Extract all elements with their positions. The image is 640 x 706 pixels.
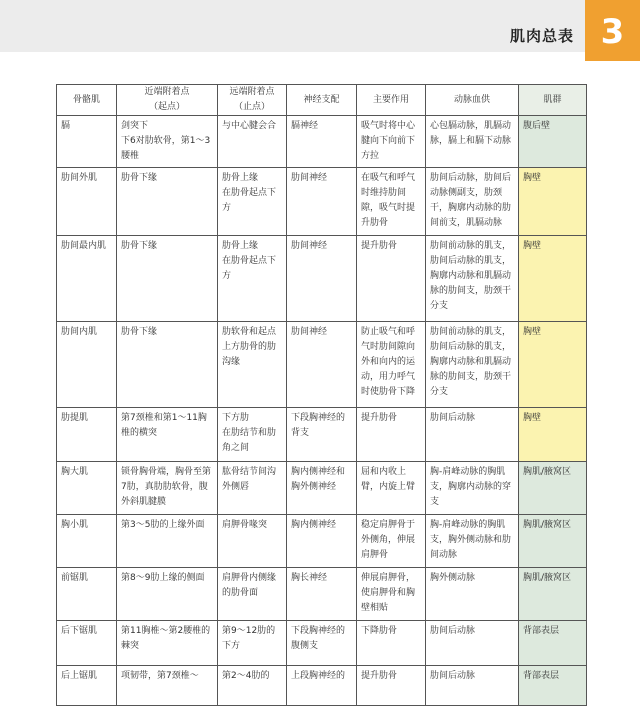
nerve-cell: 胸内侧神经 — [287, 515, 357, 568]
table-row — [57, 568, 587, 621]
action-cell: 在吸气和呼气时维持肋间隙，吸气时提升肋骨 — [357, 168, 426, 236]
muscle-group-cell: 胸肌/腋窝区 — [519, 462, 587, 515]
origin-cell: 肋骨下缘 — [117, 322, 218, 408]
insertion-cell: 下方肋 在肋结节和肋角之间 — [218, 408, 287, 462]
muscle-name-cell: 后下锯肌 — [57, 621, 117, 666]
muscle-group-cell: 胸壁 — [519, 322, 587, 408]
column-header: 主要作用 — [357, 85, 426, 116]
muscle-name-cell: 胸大肌 — [57, 462, 117, 515]
muscle-group-cell: 胸肌/腋窝区 — [519, 515, 587, 568]
muscle-group-cell: 背部表层 — [519, 621, 587, 666]
muscle-group-cell: 胸壁 — [519, 168, 587, 236]
table-row — [57, 116, 587, 168]
action-cell: 提升肋骨 — [357, 236, 426, 322]
artery-cell: 肋间前动脉的肌支，肋间后动脉的肌支，胸廓内动脉和肌膈动脉的肋间支，肋颈干分支 — [426, 322, 519, 408]
muscle-name-cell: 肋间外肌 — [57, 168, 117, 236]
column-header: 近端附着点 （起点） — [117, 85, 218, 116]
insertion-cell: 肩胛骨喙突 — [218, 515, 287, 568]
insertion-cell: 肋骨上缘 在肋骨起点下方 — [218, 168, 287, 236]
nerve-cell: 膈神经 — [287, 116, 357, 168]
muscle-table — [56, 84, 587, 706]
muscle-name-cell: 膈 — [57, 116, 117, 168]
muscle-name-cell: 肋间内肌 — [57, 322, 117, 408]
muscle-group-cell: 背部表层 — [519, 666, 587, 706]
table-header-row — [57, 85, 587, 116]
action-cell: 伸展肩胛骨，使肩胛骨和胸壁相贴 — [357, 568, 426, 621]
action-cell: 稳定肩胛骨于外侧角，伸展肩胛骨 — [357, 515, 426, 568]
nerve-cell: 肋间神经 — [287, 168, 357, 236]
table-row — [57, 408, 587, 462]
nerve-cell: 胸长神经 — [287, 568, 357, 621]
column-header: 神经支配 — [287, 85, 357, 116]
insertion-cell: 肋软骨和起点上方肋骨的肋沟缘 — [218, 322, 287, 408]
action-cell: 吸气时将中心腱向下向前下方拉 — [357, 116, 426, 168]
artery-cell: 肋间后动脉 — [426, 621, 519, 666]
table-row — [57, 621, 587, 666]
artery-cell: 肋间后动脉 — [426, 408, 519, 462]
origin-cell: 肋骨下缘 — [117, 168, 218, 236]
column-header: 肌群 — [519, 85, 587, 116]
insertion-cell: 第2～4肋的 — [218, 666, 287, 706]
nerve-cell: 上段胸神经的 — [287, 666, 357, 706]
column-header: 动脉血供 — [426, 85, 519, 116]
artery-cell: 肋间前动脉的肌支，肋间后动脉的肌支，胸廓内动脉和肌膈动脉的肋间支，肋颈干分支 — [426, 236, 519, 322]
nerve-cell: 肋间神经 — [287, 236, 357, 322]
muscle-group-cell: 胸壁 — [519, 236, 587, 322]
muscle-name-cell: 肋提肌 — [57, 408, 117, 462]
muscle-name-cell: 后上锯肌 — [57, 666, 117, 706]
muscle-group-cell: 腹后壁 — [519, 116, 587, 168]
action-cell: 下降肋骨 — [357, 621, 426, 666]
origin-cell: 肋骨下缘 — [117, 236, 218, 322]
column-header: 骨骼肌 — [57, 85, 117, 116]
origin-cell: 项韧带，第7颈椎～ — [117, 666, 218, 706]
nerve-cell: 下段胸神经的腹侧支 — [287, 621, 357, 666]
origin-cell: 第11胸椎～第2腰椎的棘突 — [117, 621, 218, 666]
column-header: 远端附着点 （止点） — [218, 85, 287, 116]
nerve-cell: 下段胸神经的背支 — [287, 408, 357, 462]
artery-cell: 肋间后动脉 — [426, 666, 519, 706]
origin-cell: 剑突下 下6对肋软骨，第1～3腰椎 — [117, 116, 218, 168]
insertion-cell: 第9～12肋的下方 — [218, 621, 287, 666]
origin-cell: 锁骨胸骨端，胸骨至第7肋，真肋肋软骨，腹外斜肌腱膜 — [117, 462, 218, 515]
muscle-name-cell: 前锯肌 — [57, 568, 117, 621]
muscle-group-cell: 胸壁 — [519, 408, 587, 462]
artery-cell: 心包膈动脉，肌膈动脉，膈上和膈下动脉 — [426, 116, 519, 168]
muscle-group-cell: 胸肌/腋窝区 — [519, 568, 587, 621]
action-cell: 提升肋骨 — [357, 408, 426, 462]
action-cell: 屈和内收上臂，内旋上臂 — [357, 462, 426, 515]
muscle-name-cell: 肋间最内肌 — [57, 236, 117, 322]
section-title: 肌肉总表 — [509, 27, 574, 45]
insertion-cell: 肋骨上缘 在肋骨起点下方 — [218, 236, 287, 322]
nerve-cell: 胸内侧神经和胸外侧神经 — [287, 462, 357, 515]
artery-cell: 胸-肩峰动脉的胸肌支，胸廓内动脉的穿支 — [426, 462, 519, 515]
origin-cell: 第7颈椎和第1～11胸椎的横突 — [117, 408, 218, 462]
action-cell: 防止吸气和呼气时肋间隙向外和向内的运动，用力呼气时使肋骨下降 — [357, 322, 426, 408]
artery-cell: 胸外侧动脉 — [426, 568, 519, 621]
nerve-cell: 肋间神经 — [287, 322, 357, 408]
muscle-name-cell: 胸小肌 — [57, 515, 117, 568]
chapter-number-tab: 3 — [585, 0, 640, 61]
table-row — [57, 515, 587, 568]
table-row — [57, 236, 587, 322]
origin-cell: 第8～9肋上缘的侧面 — [117, 568, 218, 621]
insertion-cell: 肩胛骨内侧缘的肋骨面 — [218, 568, 287, 621]
table-row — [57, 666, 587, 706]
table-row — [57, 168, 587, 236]
insertion-cell: 与中心腱会合 — [218, 116, 287, 168]
table-row — [57, 462, 587, 515]
action-cell: 提升肋骨 — [357, 666, 426, 706]
artery-cell: 肋间后动脉，肋间后动脉侧副支，肋颈干，胸廓内动脉的肋间前支，肌膈动脉 — [426, 168, 519, 236]
artery-cell: 胸-肩峰动脉的胸肌支，胸外侧动脉和肋间动脉 — [426, 515, 519, 568]
table-row — [57, 322, 587, 408]
origin-cell: 第3～5肋的上缘外面 — [117, 515, 218, 568]
insertion-cell: 肱骨结节间沟外侧唇 — [218, 462, 287, 515]
